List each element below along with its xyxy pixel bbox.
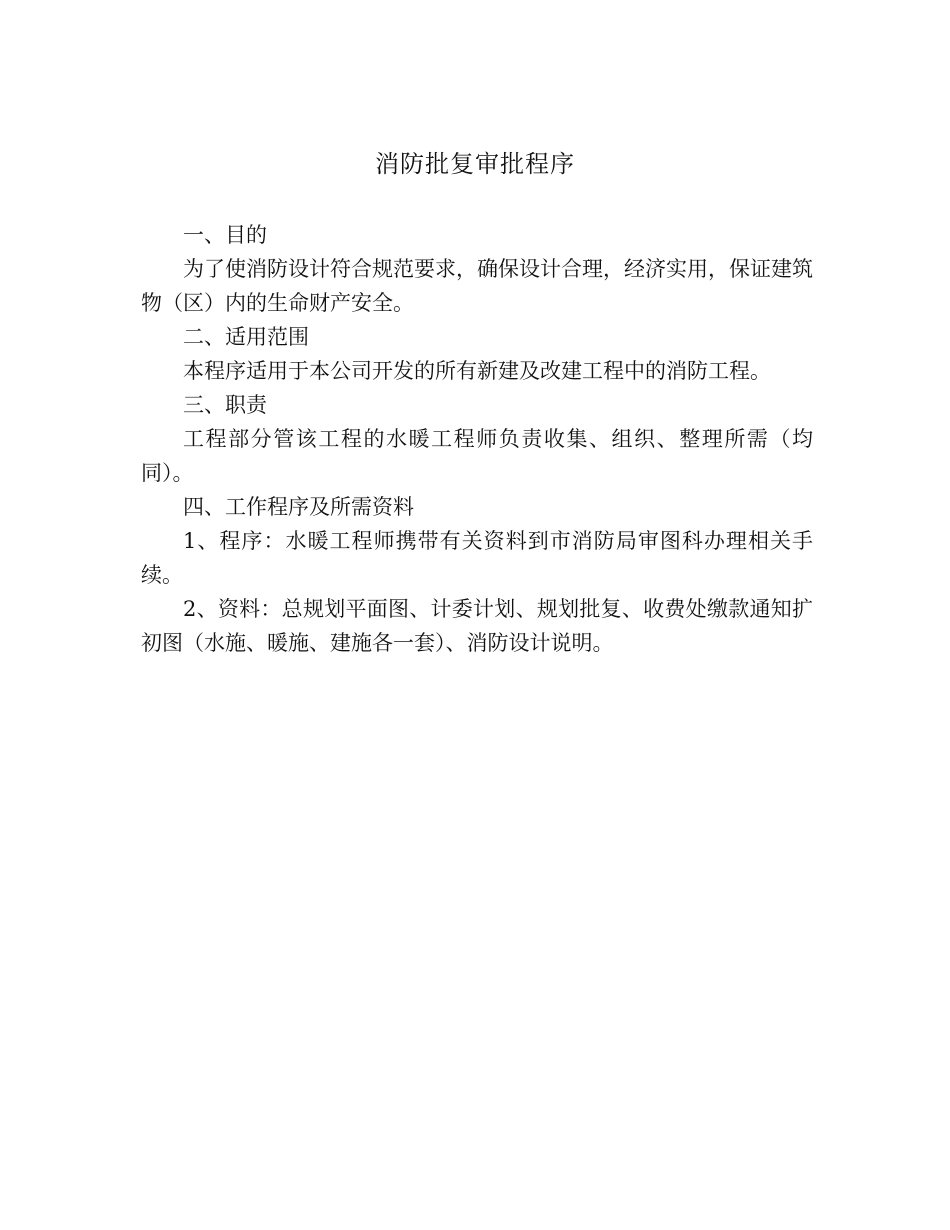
- purpose-paragraph: 为了使消防设计符合规范要求，确保设计合理，经济实用，保证建筑物（区）内的生命财产安全。: [141, 257, 813, 315]
- responsibilities-paragraph: 工程部分管该工程的水暖工程师负责收集、组织、整理所需（均同）。: [141, 427, 813, 485]
- document-title: 消防批复审批程序: [375, 150, 575, 178]
- scope-paragraph: 本程序适用于本公司开发的所有新建及改建工程中的消防工程。: [183, 359, 771, 383]
- section-heading-procedure: 四、工作程序及所需资料: [183, 495, 414, 519]
- section-heading-scope: 二、适用范围: [183, 325, 309, 349]
- section-heading-purpose: 一、目的: [183, 223, 267, 247]
- section-heading-responsibilities: 三、职责: [183, 393, 267, 417]
- document-body: [141, 218, 813, 660]
- procedure-item: 1、程序：水暖工程师携带有关资料到市消防局审图科办理相关手续。: [141, 529, 813, 587]
- materials-item: 2、资料：总规划平面图、计委计划、规划批复、收费处缴款通知扩初图（水施、暖施、建施各一套）、消防设计说明。: [141, 597, 813, 655]
